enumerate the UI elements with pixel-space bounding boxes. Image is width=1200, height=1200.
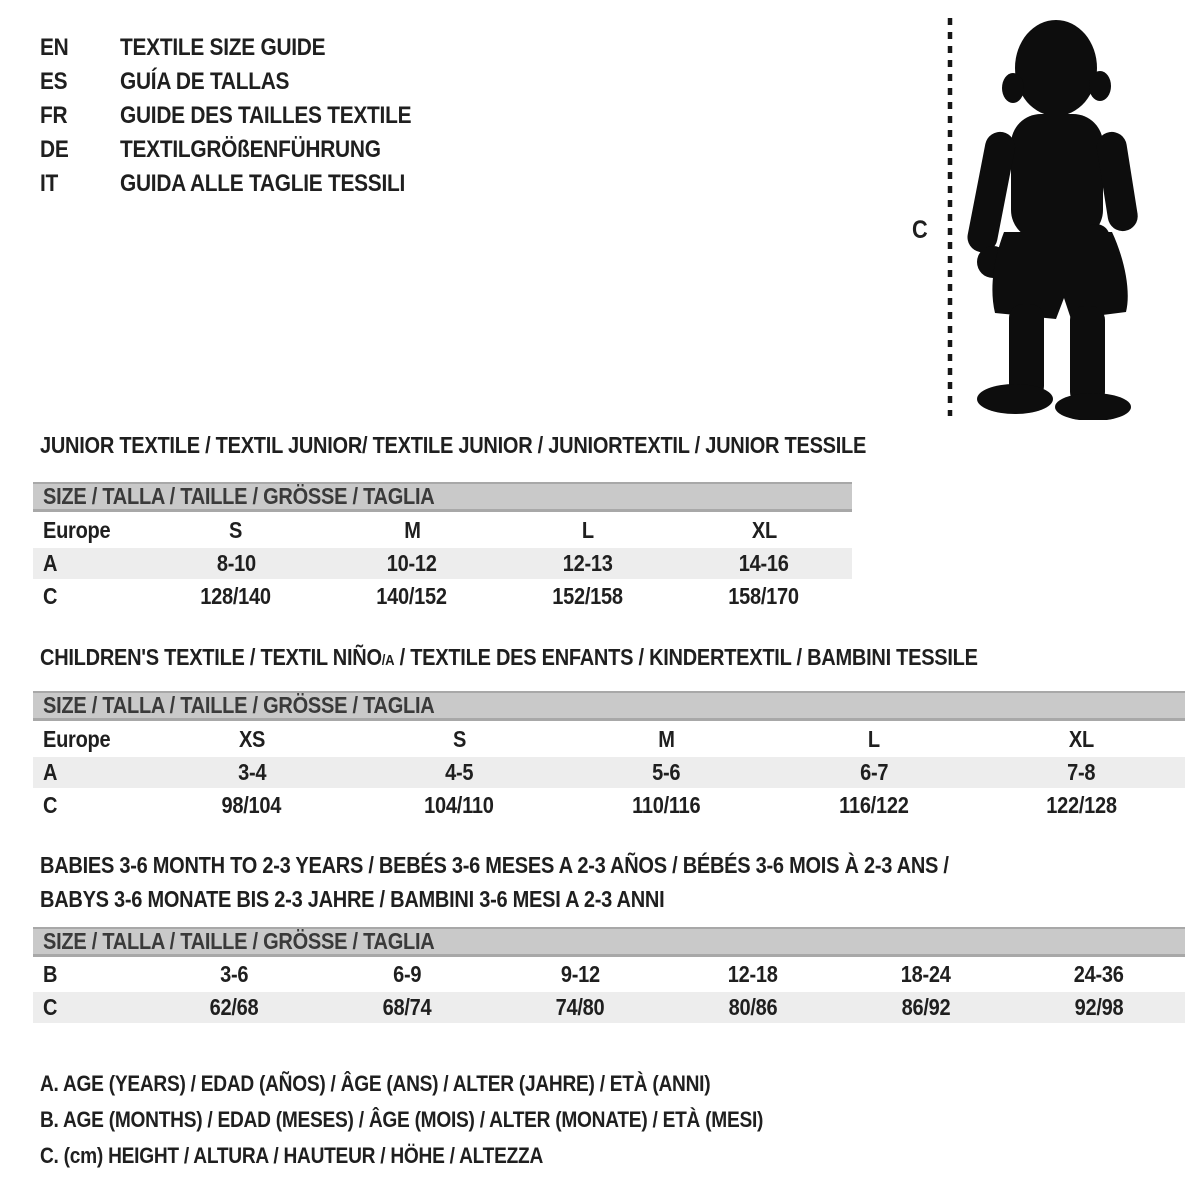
row-label-cell: B <box>43 961 58 987</box>
table-row <box>33 512 852 548</box>
row-label-cell: C <box>43 994 58 1020</box>
language-code: IT <box>40 170 59 197</box>
table-header-bar: SIZE / TALLA / TAILLE / GRÖSSE / TAGLIA <box>33 482 852 512</box>
toddler-silhouette-icon <box>965 20 1140 420</box>
size-cell: 86/92 <box>901 994 951 1020</box>
language-row-en <box>40 31 455 65</box>
title-subscript: /A <box>381 652 395 669</box>
size-cell: 9-12 <box>560 961 600 987</box>
children-section-title: CHILDREN'S TEXTILE / TEXTIL NIÑO/A / TEXTILE DES ENFANTS / KINDERTEXTIL / BAMBINI TESSILE <box>40 644 978 670</box>
language-label: TEXTILE SIZE GUIDE <box>120 34 326 61</box>
size-cell: 18-24 <box>900 961 951 987</box>
size-cell: 3-4 <box>237 759 266 785</box>
table-header-bar: SIZE / TALLA / TAILLE / GRÖSSE / TAGLIA <box>33 927 1185 957</box>
toddler-silhouette-figure <box>898 14 1160 420</box>
size-cell: 98/104 <box>221 791 282 818</box>
language-code: ES <box>40 68 68 95</box>
size-cell: 7-8 <box>1067 759 1096 785</box>
language-label: GUÍA DE TALLAS <box>120 68 290 95</box>
language-code: DE <box>40 136 69 163</box>
size-cell: XL <box>1068 725 1094 752</box>
size-cell: 5-6 <box>652 759 681 785</box>
size-cell: 110/116 <box>632 791 701 818</box>
row-label-cell: Europe <box>43 725 111 752</box>
size-cell: 62/68 <box>210 994 259 1020</box>
language-title-block <box>40 31 455 201</box>
size-cell: 104/110 <box>424 791 494 818</box>
language-row-it <box>40 167 455 201</box>
size-cell: M <box>403 516 421 543</box>
size-cell: L <box>582 516 594 543</box>
footnotes-block <box>40 1066 871 1174</box>
size-cell: 8-10 <box>216 550 256 576</box>
size-cell: 74/80 <box>555 994 605 1020</box>
babies-section-title: BABIES 3-6 MONTH TO 2-3 YEARS / BEBÉS 3-6 MESES A 2-3 AÑOS / BÉBÉS 3-6 MOIS À 2-3 ANS / BABYS 3-6 MONATE BIS 2-3 JAHRE / BAMBINI 3-6 MESI A 2-3 ANNI <box>40 852 949 912</box>
table-row <box>33 757 1185 788</box>
row-label-cell: C <box>43 582 58 609</box>
table-row <box>33 579 852 613</box>
size-cell: 68/74 <box>382 994 432 1020</box>
row-label-cell: A <box>43 759 58 785</box>
size-cell: 14-16 <box>739 550 789 576</box>
language-code: EN <box>40 34 69 61</box>
size-cell: 140/152 <box>376 582 448 609</box>
size-cell: L <box>867 725 880 752</box>
children-size-table <box>33 691 1185 822</box>
size-cell: 80/86 <box>728 994 778 1020</box>
size-cell: 152/158 <box>552 582 624 609</box>
table-row <box>33 548 852 579</box>
footnote-c: C. (cm) HEIGHT / ALTURA / HAUTEUR / HÖHE / ALTEZZA <box>40 1143 544 1168</box>
row-label-cell: C <box>43 791 58 818</box>
size-cell: XL <box>751 516 777 543</box>
size-cell: 24-36 <box>1073 961 1124 987</box>
size-cell: 6-9 <box>393 961 422 987</box>
size-cell: 4-5 <box>445 759 474 785</box>
language-code: FR <box>40 102 68 129</box>
size-cell: S <box>452 725 466 752</box>
size-cell: M <box>658 725 675 752</box>
language-label: TEXTILGRÖßENFÜHRUNG <box>120 136 381 163</box>
table-row <box>33 992 1185 1023</box>
table-row <box>33 788 1185 822</box>
size-cell: 6-7 <box>859 759 888 785</box>
size-cell: 12-18 <box>727 961 778 987</box>
table-row <box>33 721 1185 757</box>
size-cell: XS <box>238 725 265 752</box>
size-cell: S <box>229 516 243 543</box>
row-label-cell: Europe <box>43 516 111 543</box>
size-cell: 12-13 <box>563 550 613 576</box>
height-measure-label: C <box>912 216 928 244</box>
size-cell: 92/98 <box>1074 994 1123 1020</box>
size-cell: 158/170 <box>728 582 800 609</box>
footnote-a: A. AGE (YEARS) / EDAD (AÑOS) / ÂGE (ANS) / ALTER (JAHRE) / ETÀ (ANNI) <box>40 1071 711 1096</box>
language-row-fr <box>40 99 455 133</box>
size-cell: 128/140 <box>200 582 272 609</box>
junior-section-title: JUNIOR TEXTILE / TEXTIL JUNIOR/ TEXTILE JUNIOR / JUNIORTEXTIL / JUNIOR TESSILE <box>40 432 867 458</box>
language-row-de <box>40 133 455 167</box>
language-row-es <box>40 65 455 99</box>
row-label-cell: A <box>43 550 58 576</box>
size-cell: 3-6 <box>220 961 249 987</box>
table-row <box>33 957 1185 992</box>
language-label: GUIDA ALLE TAGLIE TESSILI <box>120 170 406 197</box>
babies-size-table <box>33 927 1185 1023</box>
language-label: GUIDE DES TAILLES TEXTILE <box>120 102 412 129</box>
junior-size-table <box>33 482 852 613</box>
table-header-bar: SIZE / TALLA / TAILLE / GRÖSSE / TAGLIA <box>33 691 1185 721</box>
size-cell: 116/122 <box>839 791 909 818</box>
size-cell: 10-12 <box>387 550 437 576</box>
footnote-b: B. AGE (MONTHS) / EDAD (MESES) / ÂGE (MOIS) / ALTER (MONATE) / ETÀ (MESI) <box>40 1107 764 1132</box>
size-cell: 122/128 <box>1046 791 1117 818</box>
